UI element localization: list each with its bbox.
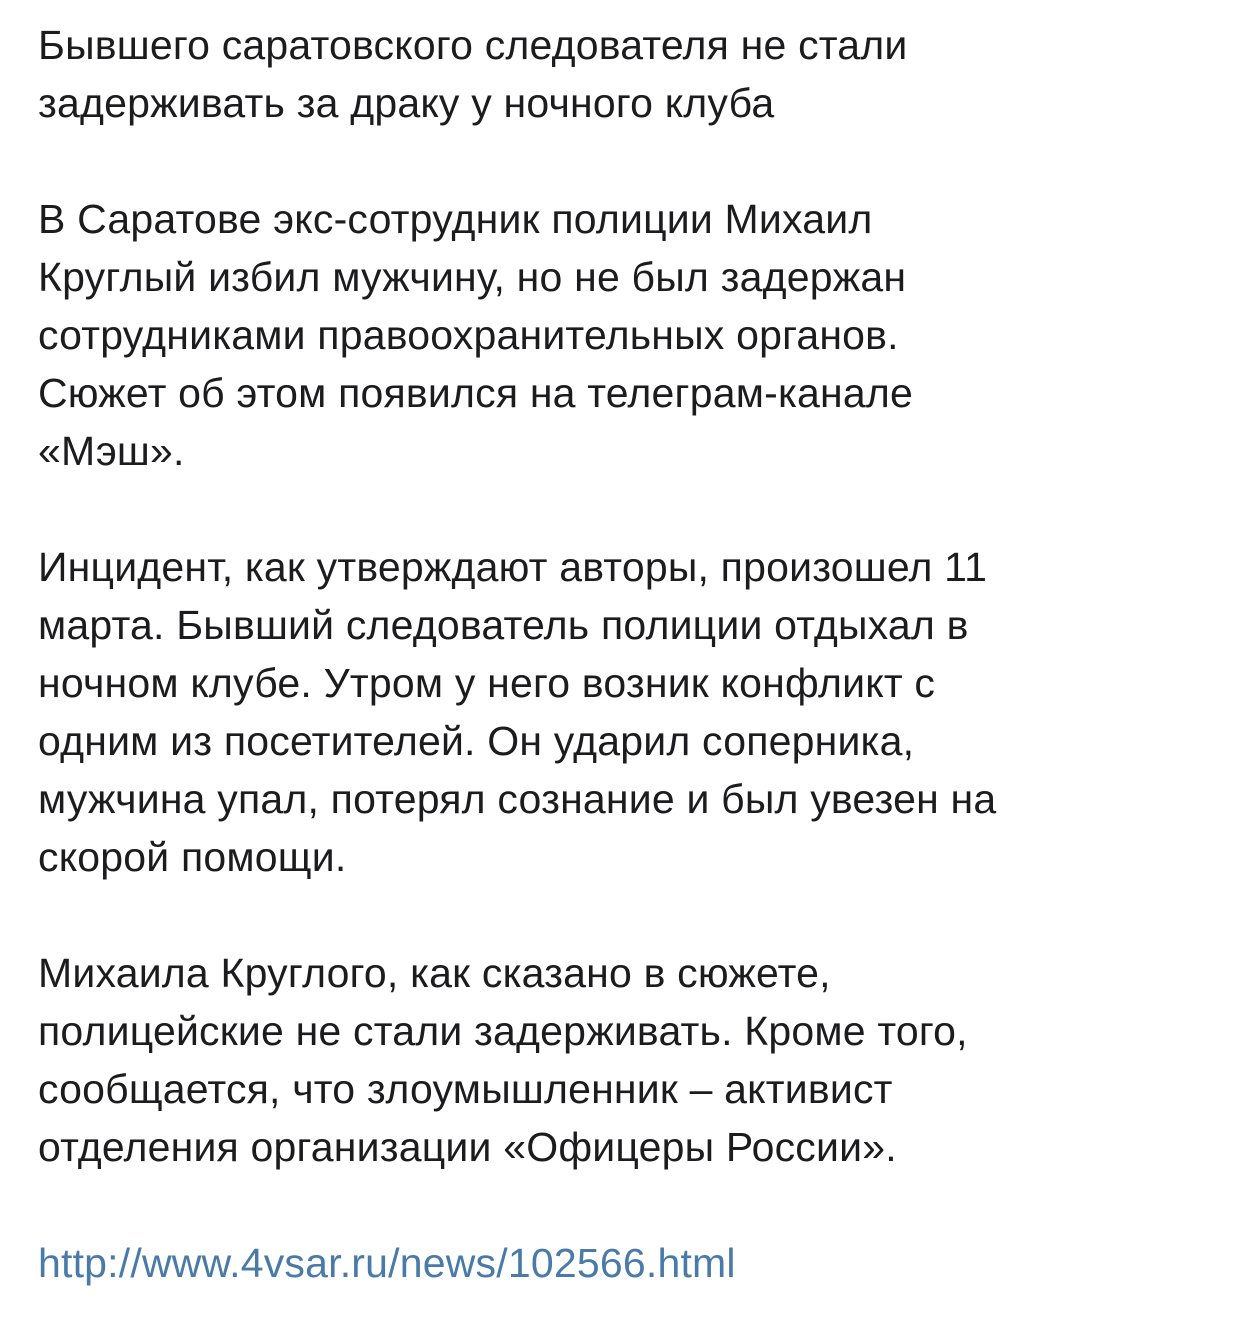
- post-paragraph-1: В Саратове экс-сотрудник полиции Михаил Круглый избил мужчину, но не был задержан сотрудниками правоохранительных органов. Сюжет об этом появился на телеграм-канале «Мэш».: [38, 196, 913, 474]
- post-headline: Бывшего саратовского следователя не стали задерживать за драку у ночного клуба: [38, 22, 908, 126]
- post-paragraph-2: Инцидент, как утверждают авторы, произошел 11 марта. Бывший следователь полиции отдыхал в ночном клубе. Утром у него возник конфликт с одним из посетителей. Он ударил соперника, мужчина упал, потерял сознание и был увезен на скорой помощи.: [38, 544, 997, 880]
- message-body: [38, 16, 1208, 1292]
- post-paragraph-3: Михаила Круглого, как сказано в сюжете, полицейские не стали задерживать. Кроме того, сообщается, что злоумышленник – активист отделения организации «Офицеры России».: [38, 950, 968, 1170]
- source-link[interactable]: http://www.4vsar.ru/news/102566.html: [38, 1240, 736, 1286]
